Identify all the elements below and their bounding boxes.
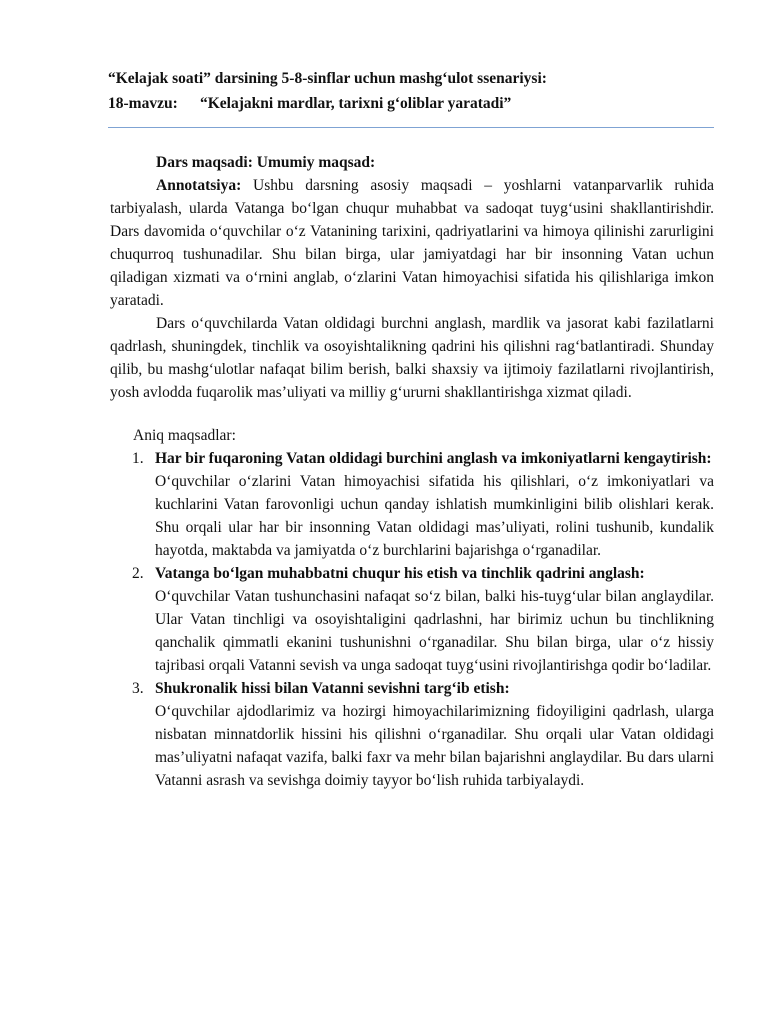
goal-title: Shukronalik hissi bilan Vatanni sevishni targ‘ib etish:: [155, 680, 510, 697]
goal-item: [110, 447, 714, 562]
document-body: [110, 151, 714, 792]
purpose-value: Umumiy maqsad:: [256, 154, 376, 171]
goal-number: 3.: [132, 680, 144, 697]
goal-number: 2.: [132, 565, 144, 582]
scenario-title: “Kelajak soati” darsining 5-8-sinflar uchun mashg‘ulot ssenariysi:: [108, 70, 547, 87]
topic-line: [108, 91, 718, 116]
goal-text: O‘quvchilar Vatan tushunchasini nafaqat so‘z bilan, balki his-tuyg‘ular bilan anglaydilar. Ular Vatan tinchligi va osoyishtaligini qadrlashni, har birimiz uchun bu tinchlikning qanchalik qimmatli ekanini tushunishni o‘rganadilar. Shu bilan birga, ular o‘z hissiy tajribasi orqali Vatanni sevish va unga sadoqat tuyg‘usini rivojlantirishga qodir bo‘ladilar.: [155, 588, 714, 674]
header-divider: [108, 127, 714, 128]
goal-text: O‘quvchilar o‘zlarini Vatan himoyachisi sifatida his qilishlari, o‘z imkoniyatlari va kuchlarini Vatan farovonligi uchun qanday ishlatish mumkinligini bilib olishlari kerak. Shu orqali ular har bir insonning Vatan oldidagi mas’uliyati, rolini tushunib, kundalik hayotda, maktabda va jamiyatda o‘z burchlarini bajarishga o‘rganadilar.: [155, 473, 714, 559]
purpose-label: Dars maqsadi: [156, 154, 248, 171]
purpose-colon: :: [247, 154, 257, 171]
goal-text: O‘quvchilar ajdodlarimiz va hozirgi himoyachilarimizning fidoyiligini qadrlash, ularga nisbatan minnatdorlik hissini his qilishni o‘rganadilar. Shu orqali ular Vatan oldidagi mas’uliyatni nafaqat vazifa, balki faxr va mehr bilan bajarishni anglaydilar. Bu dars ularni Vatanni asrash va sevishga doimiy tayyor bo‘lish ruhida tarbiyalaydi.: [155, 703, 714, 789]
goals-heading: Aniq maqsadlar:: [133, 427, 236, 444]
purpose-line: [110, 151, 714, 174]
goal-number: 1.: [132, 450, 144, 467]
goal-title: Vatanga bo‘lgan muhabbatni chuqur his etish va tinchlik qadrini anglash:: [155, 565, 645, 582]
goal-item: [110, 677, 714, 792]
topic-label: 18-mavzu:: [108, 95, 178, 112]
goal-item: [110, 562, 714, 677]
goals-list: [110, 447, 714, 792]
goal-title: Har bir fuqaroning Vatan oldidagi burchini anglash va imkoniyatlarni kengaytirish:: [155, 450, 712, 467]
topic-title: “Kelajakni mardlar, tarixni g‘oliblar yaratadi”: [200, 95, 512, 112]
annotation-paragraph: [110, 174, 714, 312]
annotation-label: Annotatsiya:: [156, 177, 242, 194]
annotation-text: Ushbu darsning asosiy maqsadi – yoshlarni vatanparvarlik ruhida tarbiyalash, ularda Vatanga bo‘lgan chuqur muhabbat va sadoqat tuyg‘usini shakllantirishdir. Dars davomida o‘quvchilar o‘z Vatanining tarixini, qadriyatlarini va himoya qilinishi zarurligini chuqurroq tushunadilar. Shu bilan birga, ular jamiyatdagi har bir insonning Vatan uchun qiladigan xizmati va o‘rnini anglab, o‘zlarini Vatan himoyachisi sifatida his qilishlariga imkon yaratadi.: [110, 177, 715, 309]
document-header: [108, 66, 718, 116]
purpose-paragraph-2: Dars o‘quvchilarda Vatan oldidagi burchni anglash, mardlik va jasorat kabi fazilatlarni qadrlash, shuningdek, tinchlik va osoyishtalikning qadrini his qilishni rag‘batlantiradi. Shunday qilib, bu mashg‘ulotlar nafaqat bilim berish, balki shaxsiy va ijtimoiy fazilatlarni rivojlantirish, yosh avlodda fuqarolik mas’uliyati va milliy g‘ururni shakllantirishga xizmat qiladi.: [110, 315, 714, 401]
